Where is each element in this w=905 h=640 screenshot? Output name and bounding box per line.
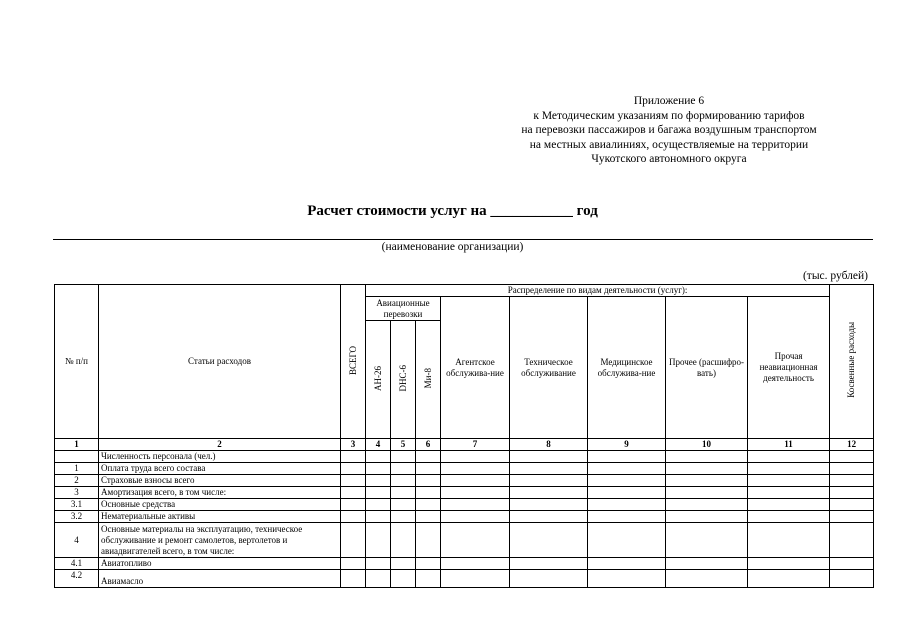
col-number: 4 (366, 439, 391, 451)
value-cell (441, 511, 510, 523)
col-number: 2 (99, 439, 341, 451)
value-cell (830, 523, 874, 558)
value-cell (416, 475, 441, 487)
value-cell (748, 475, 830, 487)
header-an26 (366, 321, 391, 439)
value-cell (666, 451, 748, 463)
appendix-line: к Методическим указаниям по формированию тарифов (533, 109, 805, 122)
value-cell (748, 451, 830, 463)
header-dhc6-label: DHC-6 (397, 364, 408, 392)
col-number: 9 (588, 439, 666, 451)
value-cell (416, 451, 441, 463)
value-cell (830, 487, 874, 499)
document-title: Расчет стоимости услуг на ___________ год (307, 203, 598, 219)
table-row (55, 570, 874, 588)
value-cell (441, 558, 510, 570)
value-cell (510, 475, 588, 487)
header-aviation: Авиационные перевозки (366, 297, 441, 321)
value-cell (341, 523, 366, 558)
value-cell (366, 523, 391, 558)
appendix-line: на перевозки пассажиров и багажа воздушным транспортом (521, 124, 817, 136)
value-cell (366, 570, 391, 588)
value-cell (341, 463, 366, 475)
value-cell (588, 523, 666, 558)
value-cell (510, 463, 588, 475)
header-distribution: Распределение по видам деятельности (услуг): (366, 285, 830, 297)
table-row (55, 523, 874, 558)
col-number: 11 (748, 439, 830, 451)
header-mi8 (416, 321, 441, 439)
value-cell (366, 499, 391, 511)
col-number: 7 (441, 439, 510, 451)
value-cell (441, 463, 510, 475)
row-item-name: Амортизация всего, в том числе: (99, 487, 341, 499)
col-number: 5 (391, 439, 416, 451)
header-agent: Агентское обслужива-ние (441, 297, 510, 439)
header-indirect (830, 285, 874, 439)
value-cell (366, 463, 391, 475)
value-cell (391, 558, 416, 570)
value-cell (416, 570, 441, 588)
value-cell (441, 475, 510, 487)
value-cell (588, 475, 666, 487)
row-item-name: Основные средства (99, 499, 341, 511)
value-cell (416, 487, 441, 499)
value-cell (510, 451, 588, 463)
appendix-line: Чукотского автономного округа (591, 153, 747, 165)
value-cell (341, 475, 366, 487)
row-number (55, 451, 99, 463)
value-cell (510, 511, 588, 523)
value-cell (588, 463, 666, 475)
value-cell (748, 570, 830, 588)
value-cell (510, 570, 588, 588)
value-cell (391, 511, 416, 523)
table-row (55, 487, 874, 499)
value-cell (510, 523, 588, 558)
row-item-name: Численность персонала (чел.) (99, 451, 341, 463)
value-cell (830, 475, 874, 487)
col-number: 1 (55, 439, 99, 451)
value-cell (830, 463, 874, 475)
value-cell (830, 558, 874, 570)
header-total-label: ВСЕГО (347, 345, 358, 375)
organization-name-line (53, 239, 873, 240)
header-mi8-label: Ми-8 (422, 367, 433, 389)
row-number: 4 (55, 523, 99, 558)
value-cell (666, 475, 748, 487)
value-cell (416, 558, 441, 570)
value-cell (416, 511, 441, 523)
value-cell (588, 511, 666, 523)
value-cell (748, 558, 830, 570)
value-cell (341, 511, 366, 523)
value-cell (366, 558, 391, 570)
row-number: 4.1 (55, 558, 99, 570)
value-cell (391, 475, 416, 487)
row-item-name: Страховые взносы всего (99, 475, 341, 487)
row-item-name: Оплата труда всего состава (99, 463, 341, 475)
value-cell (366, 487, 391, 499)
col-number: 3 (341, 439, 366, 451)
value-cell (416, 499, 441, 511)
value-cell (510, 558, 588, 570)
value-cell (391, 570, 416, 588)
value-cell (341, 487, 366, 499)
header-nonav: Прочая неавиационная деятельность (748, 297, 830, 439)
table-row (55, 451, 874, 463)
organization-label: (наименование организации) (381, 241, 524, 253)
value-cell (391, 523, 416, 558)
row-item-name: Нематериальные активы (99, 511, 341, 523)
value-cell (666, 570, 748, 588)
header-an26-label: АН-26 (372, 365, 383, 391)
value-cell (666, 558, 748, 570)
value-cell (391, 451, 416, 463)
value-cell (830, 570, 874, 588)
value-cell (441, 487, 510, 499)
header-med: Медицинское обслужива-ние (588, 297, 666, 439)
value-cell (510, 487, 588, 499)
units-label: (тыс. рублей) (802, 270, 868, 282)
value-cell (830, 451, 874, 463)
value-cell (391, 499, 416, 511)
value-cell (748, 499, 830, 511)
value-cell (666, 487, 748, 499)
header-num: № п/п (55, 285, 99, 439)
value-cell (341, 570, 366, 588)
value-cell (588, 487, 666, 499)
table-row (55, 463, 874, 475)
header-other: Прочее (расшифро-вать) (666, 297, 748, 439)
cost-table (54, 284, 874, 588)
row-item-name: Авиамасло (99, 570, 341, 588)
value-cell (366, 511, 391, 523)
value-cell (666, 523, 748, 558)
header-dhc6 (391, 321, 416, 439)
header-total (341, 285, 366, 439)
value-cell (341, 558, 366, 570)
row-number: 3.2 (55, 511, 99, 523)
value-cell (366, 451, 391, 463)
appendix-line: Приложение 6 (633, 95, 705, 107)
row-number: 1 (55, 463, 99, 475)
value-cell (748, 523, 830, 558)
col-number: 10 (666, 439, 748, 451)
header-tech: Техническое обслуживание (510, 297, 588, 439)
value-cell (666, 511, 748, 523)
appendix-line: на местных авиалиниях, осуществляемые на территории (529, 138, 809, 151)
value-cell (748, 463, 830, 475)
table-row (55, 499, 874, 511)
col-number: 6 (416, 439, 441, 451)
value-cell (341, 451, 366, 463)
row-item-name: Основные материалы на эксплуатацию, техническое обслуживание и ремонт самолетов, вертолетов и авиадвигателей всего, в том числе: (99, 523, 341, 558)
row-number: 2 (55, 475, 99, 487)
value-cell (416, 463, 441, 475)
column-number-row (55, 439, 874, 451)
value-cell (588, 570, 666, 588)
value-cell (391, 487, 416, 499)
row-number: 4.2 (55, 570, 99, 588)
table-row (55, 475, 874, 487)
table-row (55, 511, 874, 523)
value-cell (588, 499, 666, 511)
value-cell (666, 499, 748, 511)
header-items: Статьи расходов (99, 285, 341, 439)
value-cell (830, 499, 874, 511)
value-cell (441, 451, 510, 463)
col-number: 12 (830, 439, 874, 451)
value-cell (510, 499, 588, 511)
appendix-note (469, 94, 869, 167)
value-cell (441, 499, 510, 511)
header-indirect-label: Косвенные расходы (846, 322, 857, 398)
table-row (55, 558, 874, 570)
value-cell (391, 463, 416, 475)
value-cell (441, 523, 510, 558)
value-cell (830, 511, 874, 523)
value-cell (366, 475, 391, 487)
value-cell (441, 570, 510, 588)
row-number: 3.1 (55, 499, 99, 511)
value-cell (748, 511, 830, 523)
value-cell (666, 463, 748, 475)
row-number: 3 (55, 487, 99, 499)
row-item-name: Авиатопливо (99, 558, 341, 570)
col-number: 8 (510, 439, 588, 451)
value-cell (588, 451, 666, 463)
value-cell (588, 558, 666, 570)
value-cell (416, 523, 441, 558)
value-cell (341, 499, 366, 511)
value-cell (748, 487, 830, 499)
